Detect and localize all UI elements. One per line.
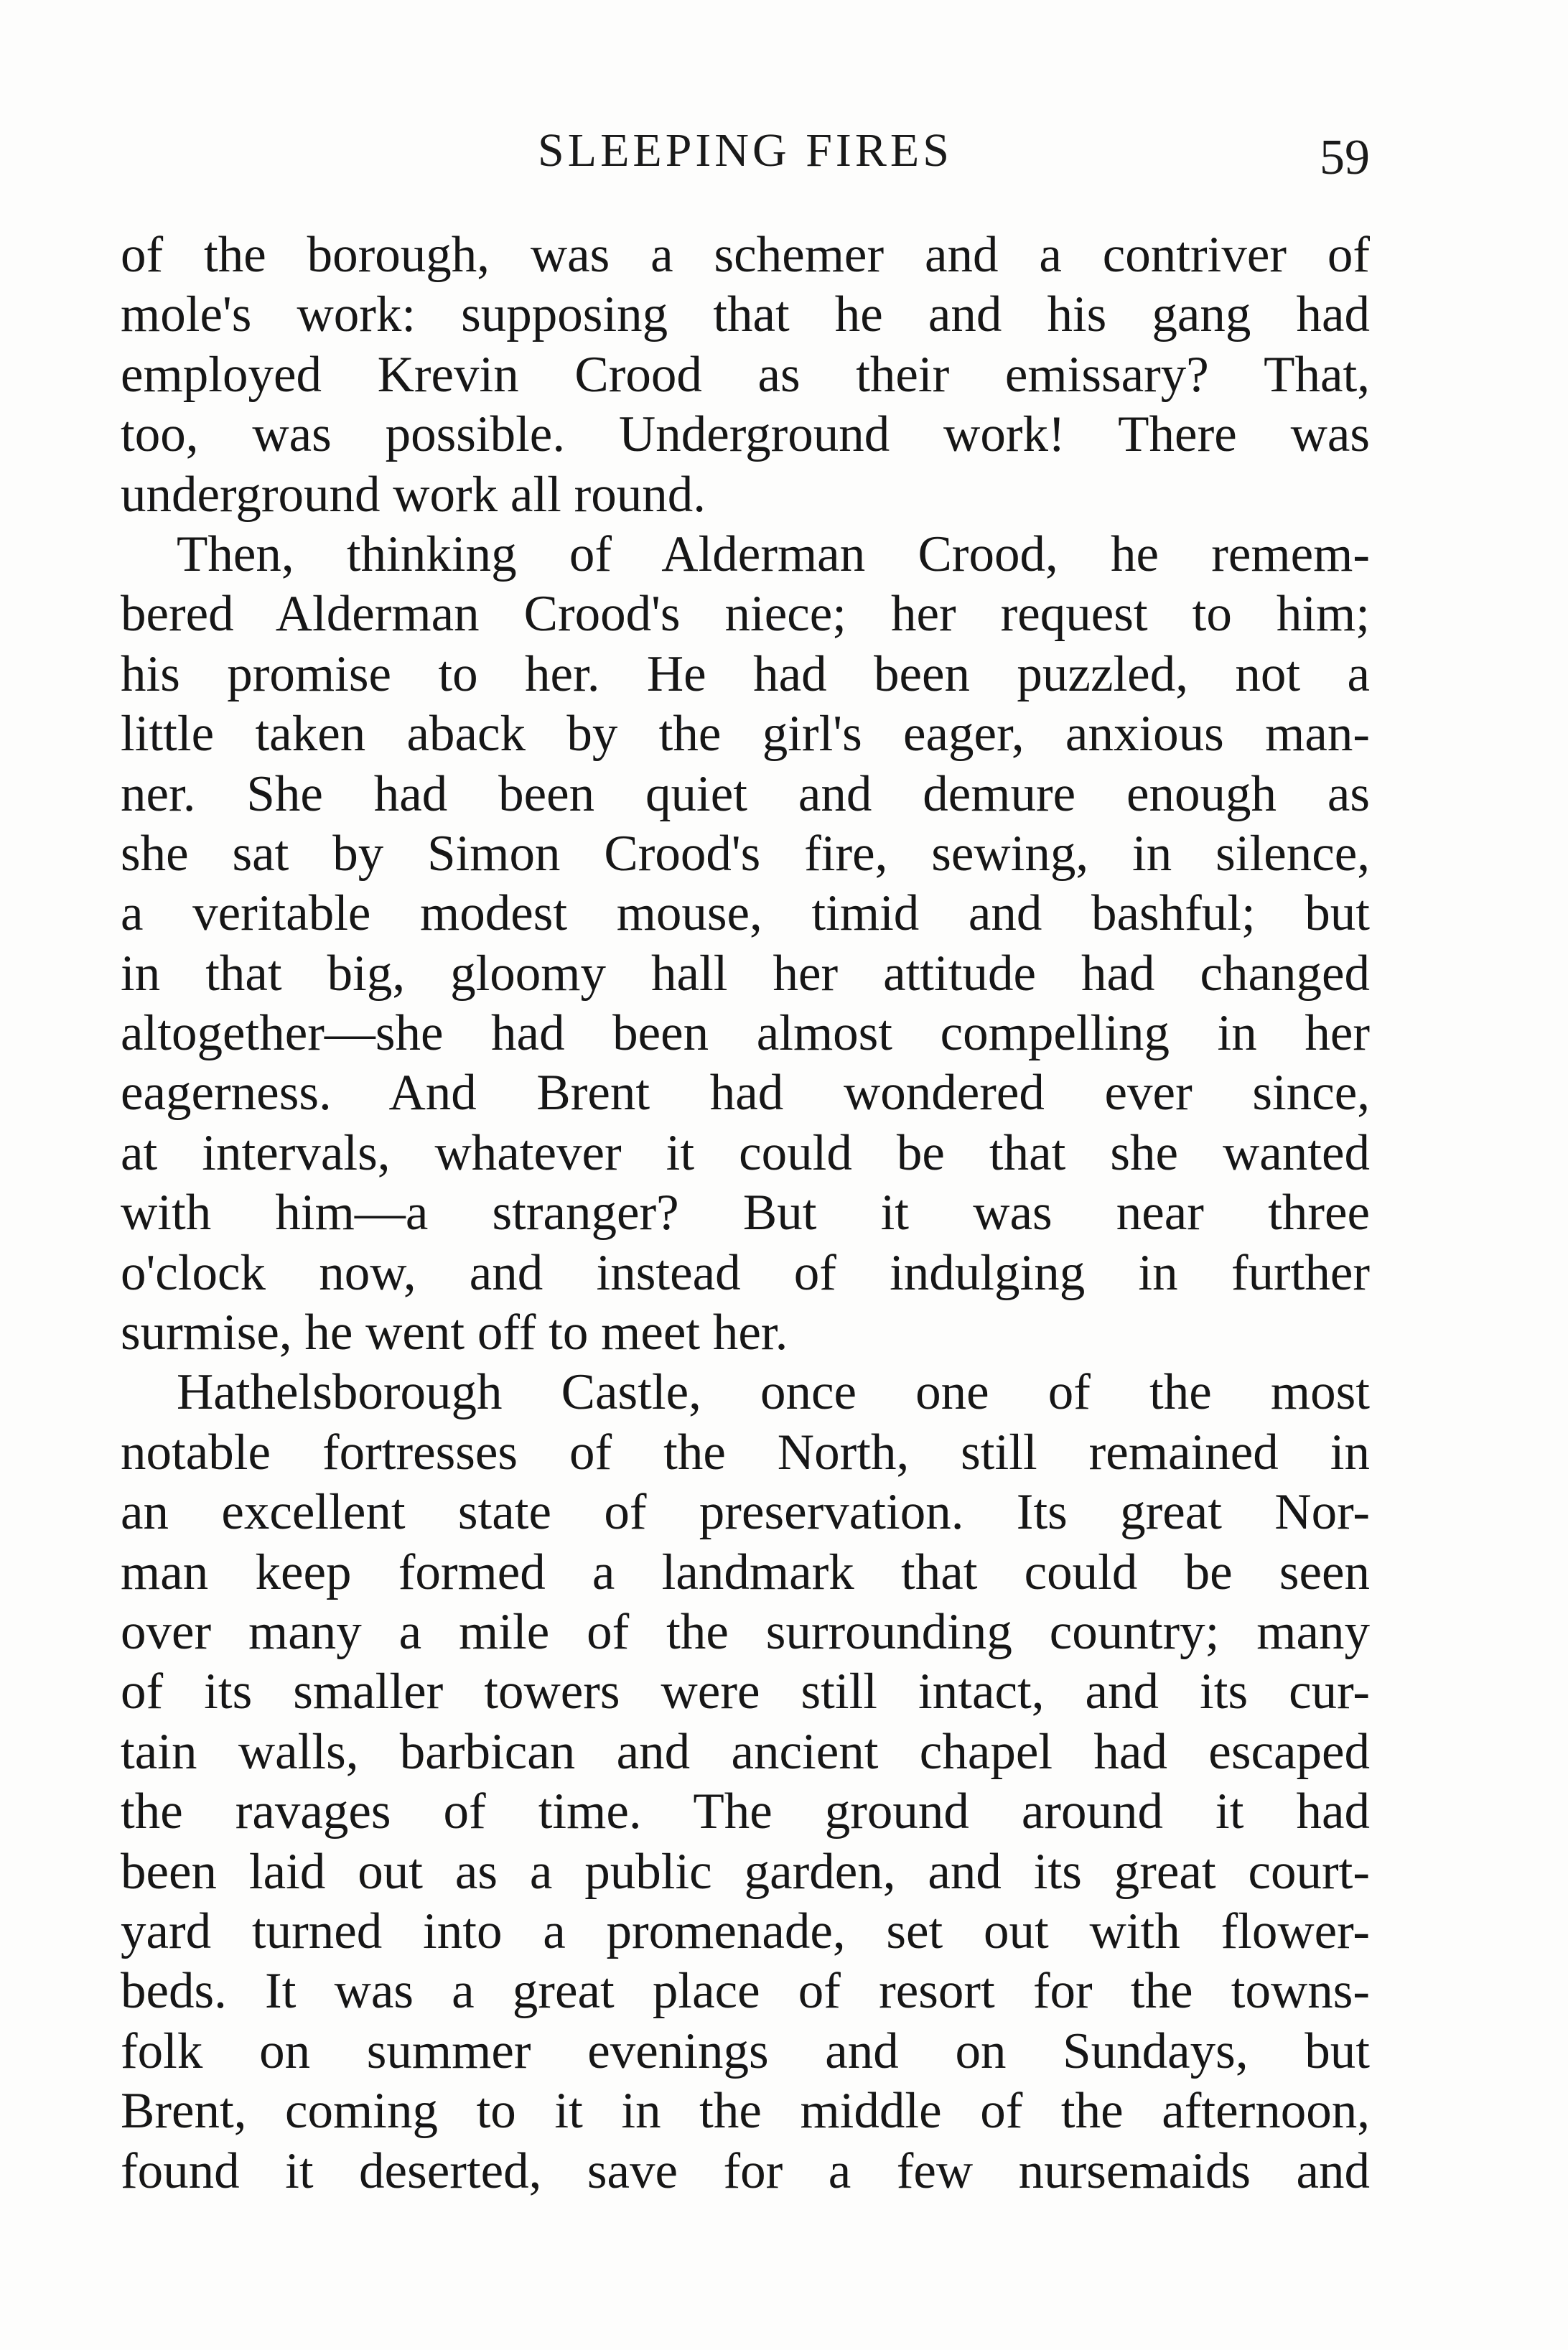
paragraph [121, 525, 1370, 1363]
text-line: Then, thinking of Alderman Crood, he remem- [177, 526, 1370, 582]
text-line: mole's work: supposing that he and his gang had [121, 286, 1370, 343]
page-number: 59 [1320, 130, 1370, 185]
text-line: she sat by Simon Crood's fire, sewing, in silence, [121, 825, 1370, 882]
text-line: over many a mile of the surrounding country; many [121, 1603, 1370, 1660]
text-line: the ravages of time. The ground around it had [121, 1784, 1370, 1840]
text-line: underground work all round. [121, 466, 706, 523]
text-line: yard turned into a promenade, set out with flower- [121, 1903, 1370, 1959]
text-line: ner. She had been quiet and demure enough as [121, 765, 1370, 822]
text-line: Hathelsborough Castle, once one of the most [177, 1364, 1370, 1421]
text-line: surmise, he went off to meet her. [121, 1305, 788, 1361]
text-line: at intervals, whatever it could be that she wanted [121, 1124, 1370, 1181]
text-line: been laid out as a public garden, and its great court- [121, 1843, 1370, 1900]
text-line: altogether—she had been almost compelling in her [121, 1005, 1370, 1062]
text-line: man keep formed a landmark that could be seen [121, 1544, 1370, 1600]
paragraph [121, 1363, 1370, 2201]
body-text [121, 225, 1370, 2201]
text-line: tain walls, barbican and ancient chapel had escaped [121, 1723, 1370, 1780]
text-line: little taken aback by the girl's eager, anxious man- [121, 706, 1370, 763]
text-line: of the borough, was a schemer and a contriver of [121, 227, 1370, 283]
text-line: folk on summer evenings and on Sundays, but [121, 2023, 1370, 2079]
text-line: his promise to her. He had been puzzled, not a [121, 645, 1370, 702]
text-line: eagerness. And Brent had wondered ever since, [121, 1065, 1370, 1122]
text-line: a veritable modest mouse, timid and bashful; but [121, 885, 1370, 942]
text-line: employed Krevin Crood as their emissary? That, [121, 346, 1370, 403]
text-line: of its smaller towers were still intact, and its cur- [121, 1664, 1370, 1720]
running-head [121, 108, 1370, 187]
text-line: an excellent state of preservation. Its great Nor- [121, 1484, 1370, 1541]
text-line: found it deserted, save for a few nursemaids and [121, 2142, 1370, 2199]
text-line: too, was possible. Underground work! There was [121, 406, 1370, 463]
text-line: bered Alderman Crood's niece; her request to him; [121, 586, 1370, 643]
text-line: Brent, coming to it in the middle of the afternoon, [121, 2083, 1370, 2140]
text-line: in that big, gloomy hall her attitude had changed [121, 945, 1370, 1002]
text-line: with him—a stranger? But it was near three [121, 1185, 1370, 1241]
paragraph [121, 225, 1370, 525]
text-line: beds. It was a great place of resort for the towns- [121, 1963, 1370, 2020]
text-line: notable fortresses of the North, still remained in [121, 1424, 1370, 1481]
text-line: o'clock now, and instead of indulging in further [121, 1244, 1370, 1301]
running-title: SLEEPING FIRES [538, 124, 953, 177]
